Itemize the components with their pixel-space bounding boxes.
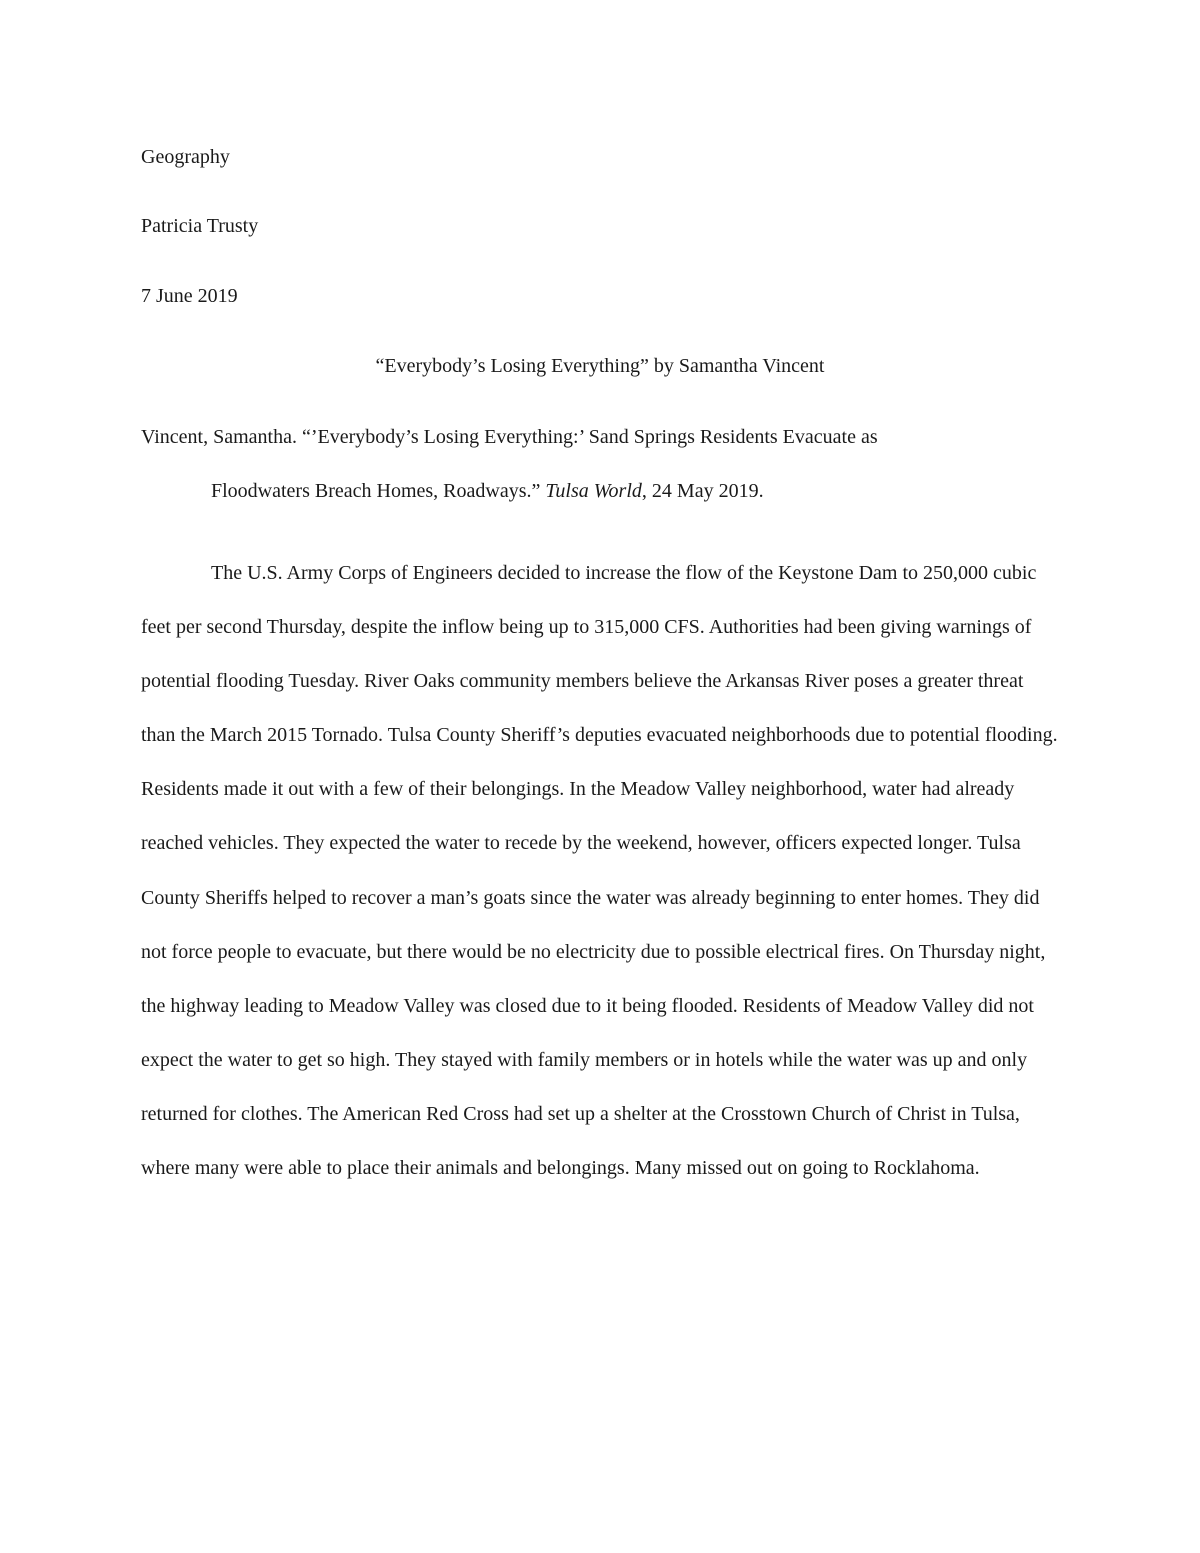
citation-line-2 — [211, 479, 764, 503]
document-date: 7 June 2019 — [141, 285, 238, 307]
author-name: Patricia Trusty — [141, 215, 259, 237]
citation-source: Tulsa World — [545, 480, 642, 502]
citation-line-1: Vincent, Samantha. “’Everybody’s Losing Everything:’ Sand Springs Residents Evacuate as — [141, 426, 878, 448]
citation-line-2-start: Floodwaters Breach Homes, Roadways.” — [211, 480, 546, 502]
summary-paragraph: The U.S. Army Corps of Engineers decided to increase the flow of the Keystone Dam to 250,000 cubic feet per second Thursday, despite the inflow being up to 315,000 CFS. Authorities had been giving warnings of potential flooding Tuesday. River Oaks community members believe the Arkansas River poses a greater threat than the March 2015 Tornado. Tulsa County Sheriff’s deputies evacuated neighborhoods due to potential flooding. Residents made it out with a few of their belongings. In the Meadow Valley neighborhood, water had already reached vehicles. They expected the water to recede by the weekend, however, officers expected longer. Tulsa County Sheriffs helped to recover a man’s goats since the water was already beginning to enter homes. They did not force people to evacuate, but there would be no electricity due to possible electrical fires. On Thursday night, the highway leading to Meadow Valley was closed due to it being flooded. Residents of Meadow Valley did not expect the water to get so high. They stayed with family members or in hotels while the water was up and only returned for clothes. The American Red Cross had set up a shelter at the Crosstown Church of Christ in Tulsa, where many were able to place their animals and belongings. Many missed out on going to Rocklahoma. — [141, 562, 1058, 1180]
course-name: Geography — [141, 146, 230, 168]
citation-line-2-end: , 24 May 2019. — [641, 480, 764, 502]
document-title: “Everybody’s Losing Everything” by Samantha Vincent — [375, 355, 825, 377]
